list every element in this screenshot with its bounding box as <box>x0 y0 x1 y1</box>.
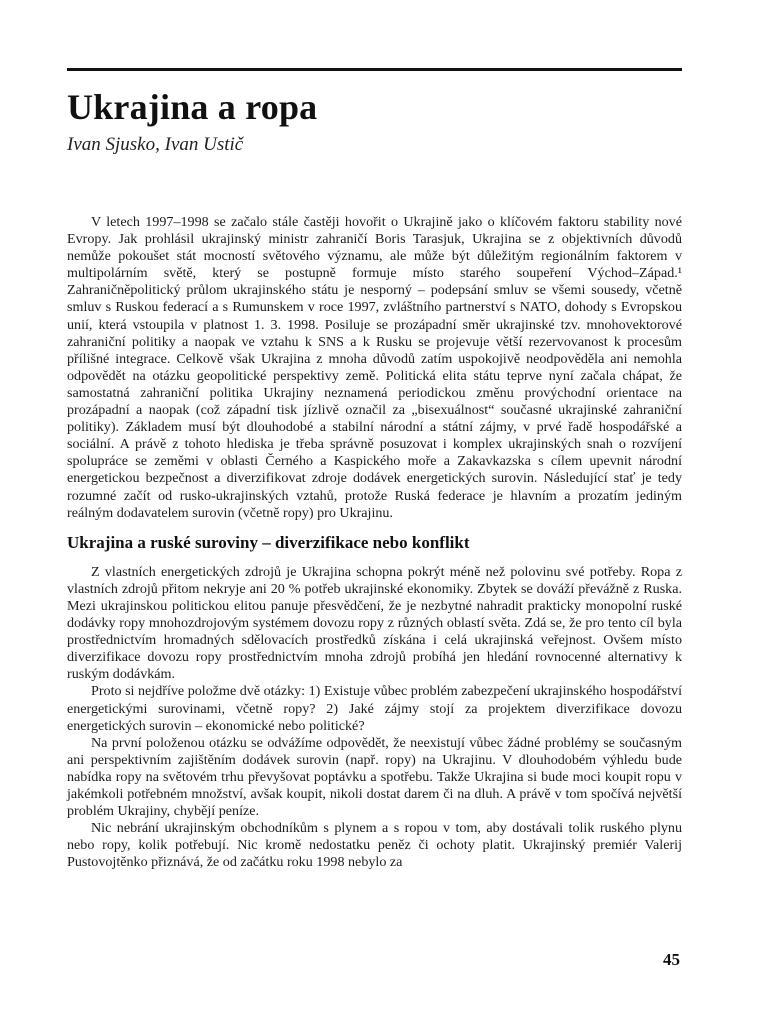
intro-paragraph: V letech 1997–1998 se začalo stále častěji hovořit o Ukrajině jako o klíčovém faktoru stability nové Evropy. Jak prohlásil ukrajinský ministr zahraničí Boris Tarasjuk, Ukrajina se z objektivních důvodů nemůže pokoušet stát mocností světového významu, ale může být důležitým regionálním faktorem v multipolárním světě, který se postupně formuje místo starého soupeření Východ–Západ.¹ Zahraničněpolitický průlom ukrajinského státu je nesporný – podepsání smluv se všemi sousedy, včetně smluv s Ruskou federací a s Rumunskem v roce 1997, zvláštního partnerství s NATO, dohody s Evropskou unií, která vstoupila v platnost 1. 3. 1998. Posiluje se prozápadní směr ukrajinské tzv. mnohovektorové zahraniční politiky a naopak ve vztahu k SNS a k Rusku se projevuje větší rezervovanost k procesům přílišné integrace. Celkově však Ukrajina z mnoha důvodů zatím uspokojivě neodpověděla ani nemohla odpovědět na otázku geopolitické perspektivy země. Politická elita státu teprve nyní začala chápat, že samostatná zahraniční politika Ukrajiny neznamená periodickou změnu provýchodní orientace na prozápadní a naopak (což západní tisk jízlivě označil za „bisexuálnost“ současné ukrajinské zahraniční politiky). Základem musí být dlouhodobé a stabilní národní a státní zájmy, v prvé řadě hospodářské a sociální. A právě z tohoto hlediska je třeba správně posuzovat i komplex ukrajinských snah o rozvíjení spolupráce se zeměmi v oblasti Černého a Kaspického moře a Zakavkazska s cílem upevnit národní energetickou bezpečnost a diverzifikovat zdroje dodávek energetických surovin. Následující stať je tedy rozumné začít od rusko-ukrajinských vztahů, protože Ruská federace je hlavním a prozatím jediným reálným dodavatelem surovin (včetně ropy) pro Ukrajinu. <box>67 214 682 521</box>
header-rule <box>67 68 682 71</box>
body-paragraph-2: Proto si nejdříve položme dvě otázky: 1) Existuje vůbec problém zabezpečení ukrajinského hospodářství energetickými surovinami, včetně ropy? 2) Jaké zájmy stojí za projektem diverzifikace dovozu energetických surovin – ekonomické nebo politické? <box>67 683 682 734</box>
body-paragraph-3: Na první položenou otázku se odvážíme odpovědět, že neexistují vůbec žádné problémy se současným ani perspektivním zajištěním dodávek surovin (např. ropy) na Ukrajinu. V dlouhodobém výhledu bude nabídka ropy na světovém trhu převyšovat poptávku a spotřebu. Takže Ukrajina si bude moci koupit ropu v jakémkoli potřebném množství, avšak koupit, nikoli dostat darem či na dluh. A právě v tom spočívá největší problém Ukrajiny, chybějí peníze. <box>67 734 682 820</box>
article-title: Ukrajina a ropa <box>67 87 318 127</box>
section-heading: Ukrajina a ruské suroviny – diverzifikace nebo konflikt <box>67 532 470 552</box>
body-paragraph-4: Nic nebrání ukrajinským obchodníkům s plynem a s ropou v tom, aby dostávali tolik ruského plynu nebo ropy, kolik potřebují. Nic kromě nedostatku peněz či ochoty platit. Ukrajinský premiér Valerij Pustovojtěnko přiznává, že od začátku roku 1998 nebylo za <box>67 820 682 871</box>
article-body <box>67 214 682 871</box>
body-paragraph-1: Z vlastních energetických zdrojů je Ukrajina schopna pokrýt méně než polovinu své potřeby. Ropa z vlastních zdrojů přitom nekryje ani 20 % potřeb ukrajinské ekonomiky. Zbytek se dováží převážně z Ruska. Mezi ukrajinskou politickou elitou panuje přesvědčení, že je nezbytné nahradit prakticky monopolní ruské dodávky ropy mnohozdrojovým systémem dovozu ropy z různých oblastí světa. Zdá se, že pro tento cíl byla prostřednictvím hromadných sdělovacích prostředků získána i celá ukrajinská veřejnost. Ovšem místo diverzifikace dovozu ropy prostřednictvím mnoha zdrojů probíhá jen hledání rovnocenné alternativy k ruským dodávkám. <box>67 563 682 683</box>
page-number: 45 <box>663 950 680 969</box>
article-authors: Ivan Sjusko, Ivan Ustič <box>67 134 244 155</box>
